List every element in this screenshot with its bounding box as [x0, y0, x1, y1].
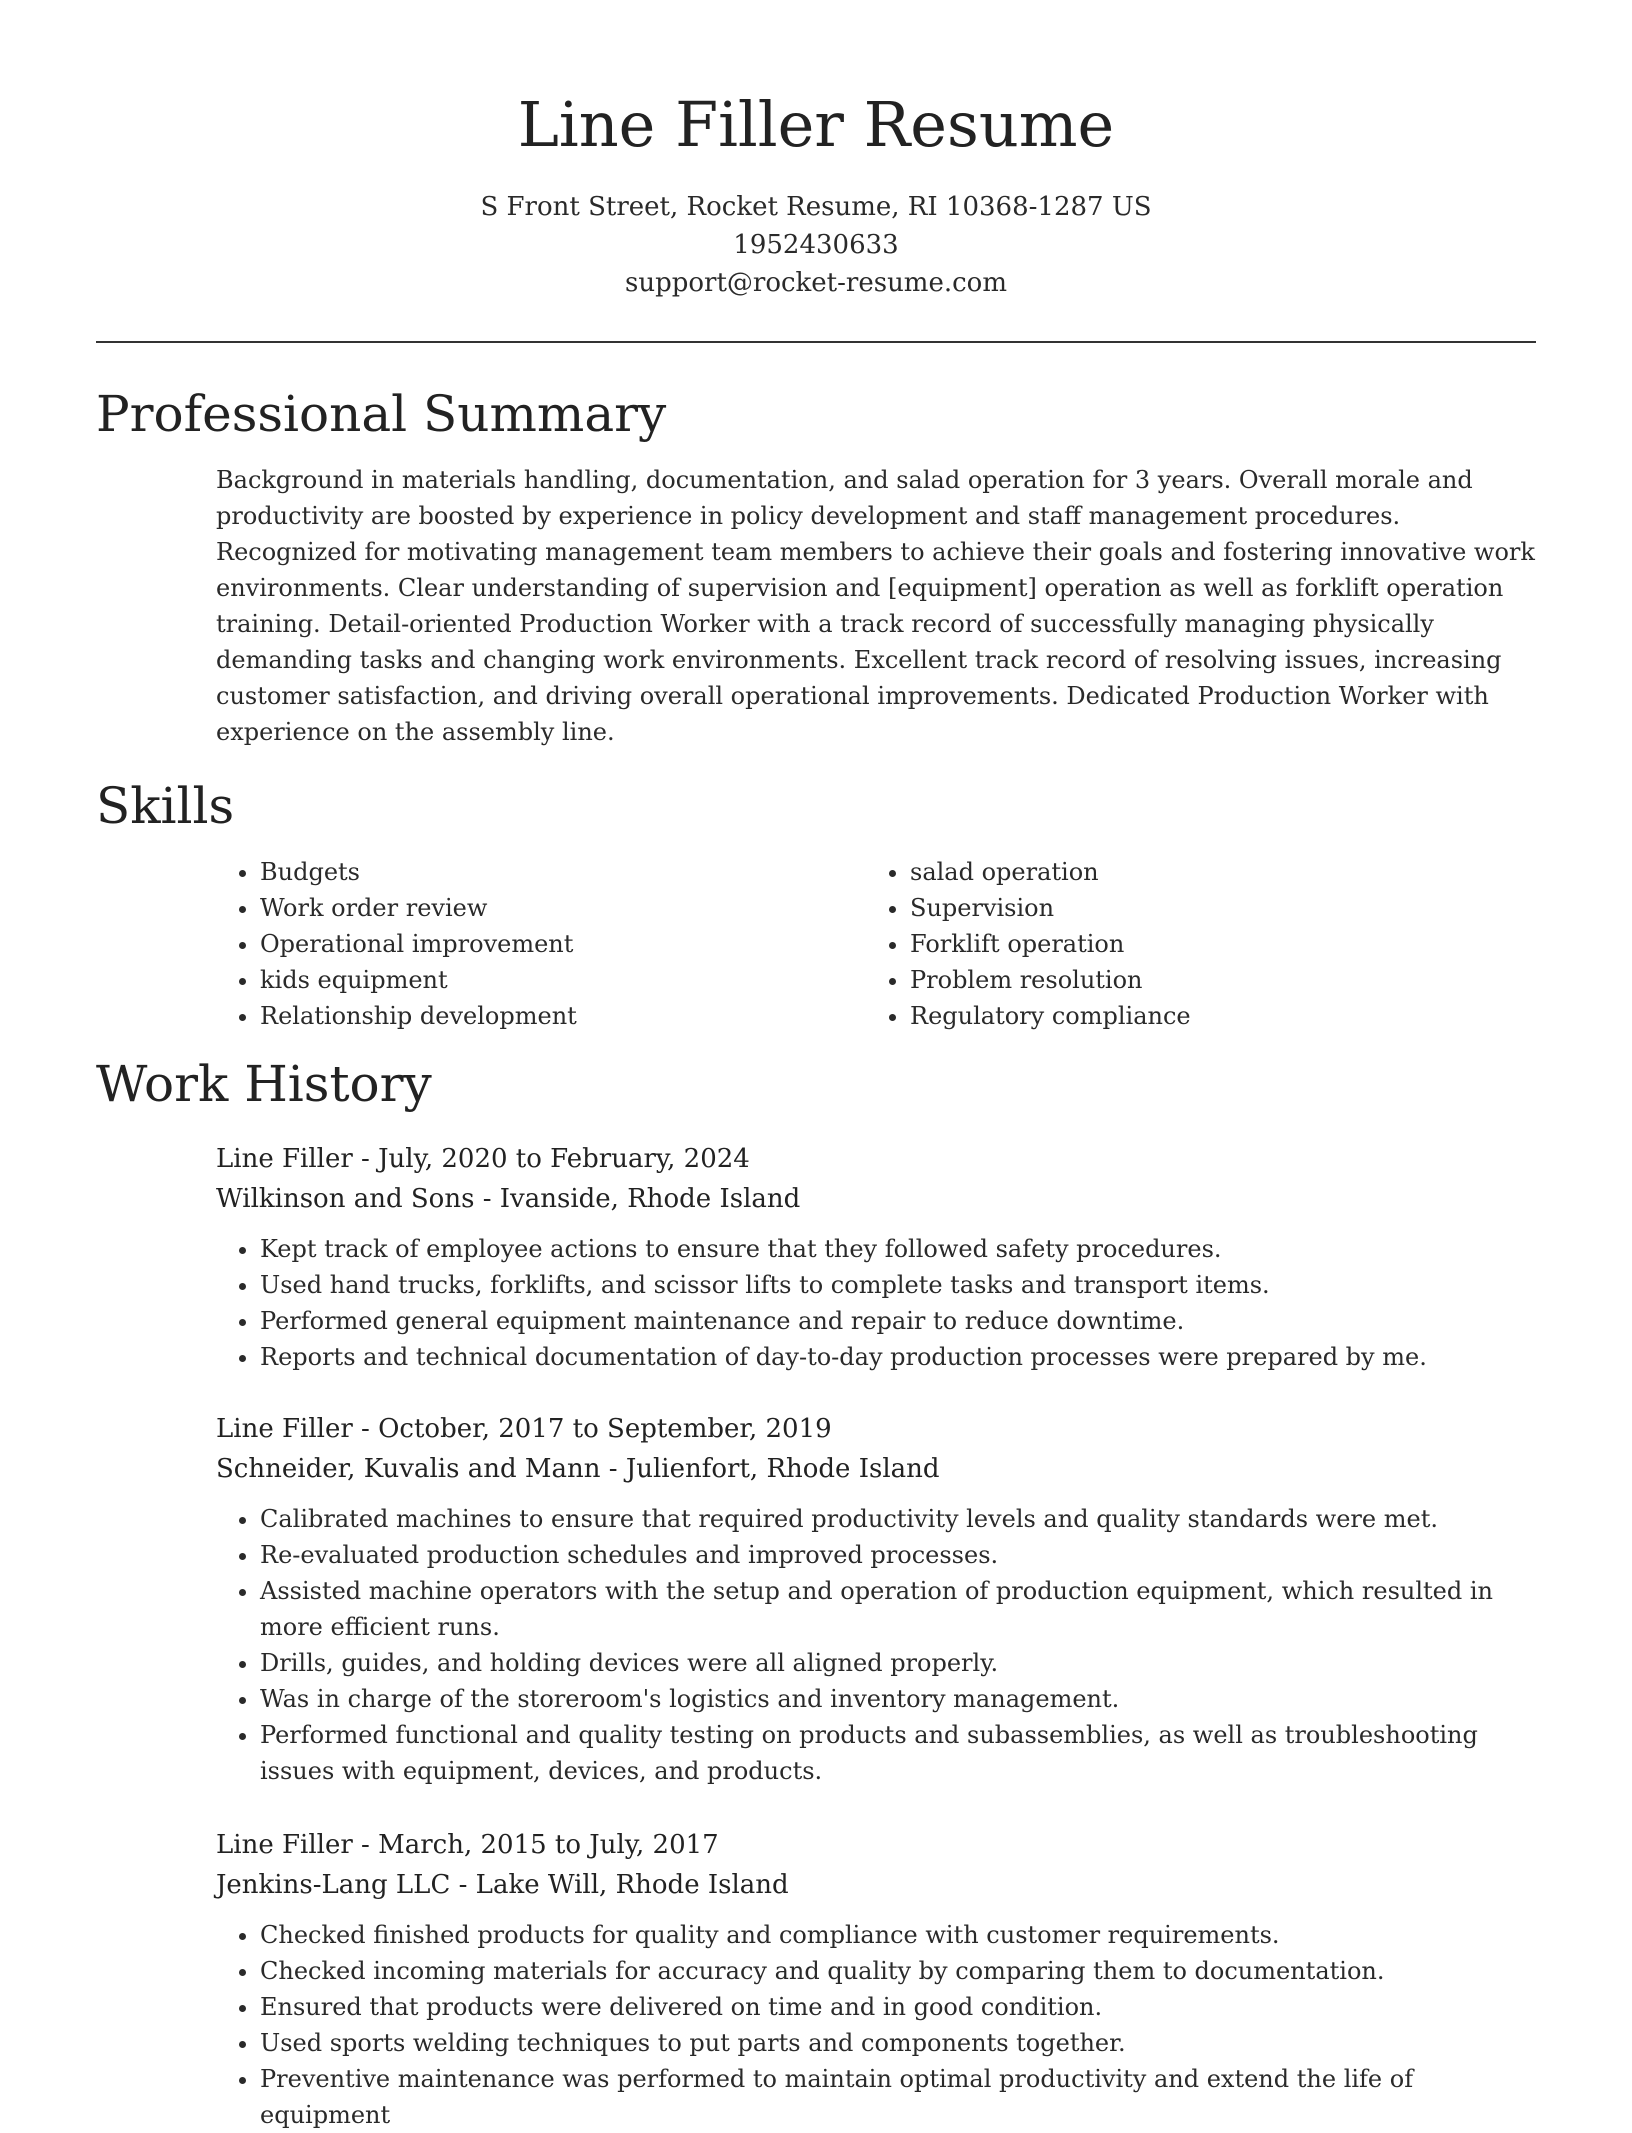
job-bullet: • Used sports welding techniques to put parts and components together.	[260, 2025, 1538, 2061]
job-company-line: Wilkinson and Sons - Ivanside, Rhode Island	[216, 1184, 801, 1214]
skills-heading: Skills	[96, 777, 235, 835]
job-bullet: • Calibrated machines to ensure that required productivity levels and quality standards were met.	[260, 1501, 1538, 1537]
job-dates: October, 2017 to September, 2019	[378, 1414, 832, 1444]
skills-list	[216, 854, 1516, 1034]
skill-item: • Budgets	[260, 854, 866, 890]
job-company: Jenkins-Lang LLC	[216, 1870, 451, 1900]
job-bullet: • Ensured that products were delivered on time and in good condition.	[260, 1989, 1538, 2025]
job-role: Line Filler	[216, 1830, 353, 1860]
resume-title: Line Filler Resume	[517, 88, 1115, 161]
job-location: Ivanside, Rhode Island	[499, 1184, 801, 1214]
job-company: Schneider, Kuvalis and Mann	[216, 1454, 601, 1484]
job-entry	[216, 1139, 1538, 1375]
job-title-line: Line Filler - March, 2015 to July, 2017	[216, 1830, 719, 1860]
job-bullet: • Checked finished products for quality and compliance with customer requirements.	[260, 1917, 1538, 1953]
job-bullet: • Performed functional and quality testing on products and subassemblies, as well as troubleshooting issues with equipment, devices, and products.	[260, 1717, 1538, 1789]
work-history-heading: Work History	[96, 1055, 432, 1113]
skill-item: • Regulatory compliance	[910, 998, 1516, 1034]
contact-block	[0, 188, 1632, 302]
summary-text: Background in materials handling, documentation, and salad operation for 3 years. Overall morale and productivity are boosted by experience in policy development and staff management procedures. Recognized for motivating management team members to achieve their goals and fostering innovative work environments. Clear understanding of supervision and [equipment] operation as well as forklift operation training. Detail-oriented Production Worker with a track record of successfully managing physically demanding tasks and changing work environments. Excellent track record of resolving issues, increasing customer satisfaction, and driving overall operational improvements. Dedicated Production Worker with experience on the assembly line.	[216, 466, 1535, 746]
job-bullet: • Kept track of employee actions to ensure that they followed safety procedures.	[260, 1231, 1538, 1267]
job-company-line: Schneider, Kuvalis and Mann - Julienfort, Rhode Island	[216, 1454, 940, 1484]
summary-heading: Professional Summary	[96, 385, 667, 443]
job-bullet: • Drills, guides, and holding devices were all aligned properly.	[260, 1645, 1538, 1681]
job-role: Line Filler	[216, 1414, 353, 1444]
skills-column-right	[866, 854, 1516, 1034]
job-bullet: • Used hand trucks, forklifts, and scissor lifts to complete tasks and transport items.	[260, 1267, 1538, 1303]
job-bullets	[216, 1501, 1538, 1789]
skill-item: • kids equipment	[260, 962, 866, 998]
skill-item: • Supervision	[910, 890, 1516, 926]
contact-email: support@rocket-resume.com	[624, 268, 1007, 298]
skill-item: • Problem resolution	[910, 962, 1516, 998]
resume-header	[0, 0, 1632, 302]
job-location: Julienfort, Rhode Island	[625, 1454, 940, 1484]
job-location: Lake Will, Rhode Island	[475, 1870, 789, 1900]
job-entry	[216, 1825, 1538, 2133]
skill-item: • salad operation	[910, 854, 1516, 890]
contact-phone: 1952430633	[733, 230, 899, 260]
job-title-line: Line Filler - July, 2020 to February, 2024	[216, 1144, 750, 1174]
job-dates: March, 2015 to July, 2017	[378, 1830, 719, 1860]
job-dates: July, 2020 to February, 2024	[378, 1144, 750, 1174]
contact-address: S Front Street, Rocket Resume, RI 10368-1287 US	[480, 192, 1152, 222]
job-bullet: • Was in charge of the storeroom's logistics and inventory management.	[260, 1681, 1538, 1717]
job-bullet: • Assisted machine operators with the setup and operation of production equipment, which resulted in more efficient runs.	[260, 1573, 1538, 1645]
skill-item: • Work order review	[260, 890, 866, 926]
job-bullet: • Preventive maintenance was performed to maintain optimal productivity and extend the life of equipment	[260, 2061, 1538, 2133]
skill-item: • Relationship development	[260, 998, 866, 1034]
job-bullets	[216, 1917, 1538, 2133]
skill-item: • Operational improvement	[260, 926, 866, 962]
job-company: Wilkinson and Sons	[216, 1184, 475, 1214]
job-bullet: • Checked incoming materials for accuracy and quality by comparing them to documentation.	[260, 1953, 1538, 1989]
skills-column-left	[216, 854, 866, 1034]
job-role: Line Filler	[216, 1144, 353, 1174]
job-bullets	[216, 1231, 1538, 1375]
job-entry	[216, 1409, 1538, 1789]
job-bullet: • Performed general equipment maintenance and repair to reduce downtime.	[260, 1303, 1538, 1339]
header-divider	[96, 341, 1536, 343]
job-bullet: • Reports and technical documentation of day-to-day production processes were prepared by me.	[260, 1339, 1538, 1375]
job-title-line: Line Filler - October, 2017 to September, 2019	[216, 1414, 832, 1444]
job-bullet: • Re-evaluated production schedules and improved processes.	[260, 1537, 1538, 1573]
skill-item: • Forklift operation	[910, 926, 1516, 962]
job-company-line: Jenkins-Lang LLC - Lake Will, Rhode Island	[216, 1870, 789, 1900]
